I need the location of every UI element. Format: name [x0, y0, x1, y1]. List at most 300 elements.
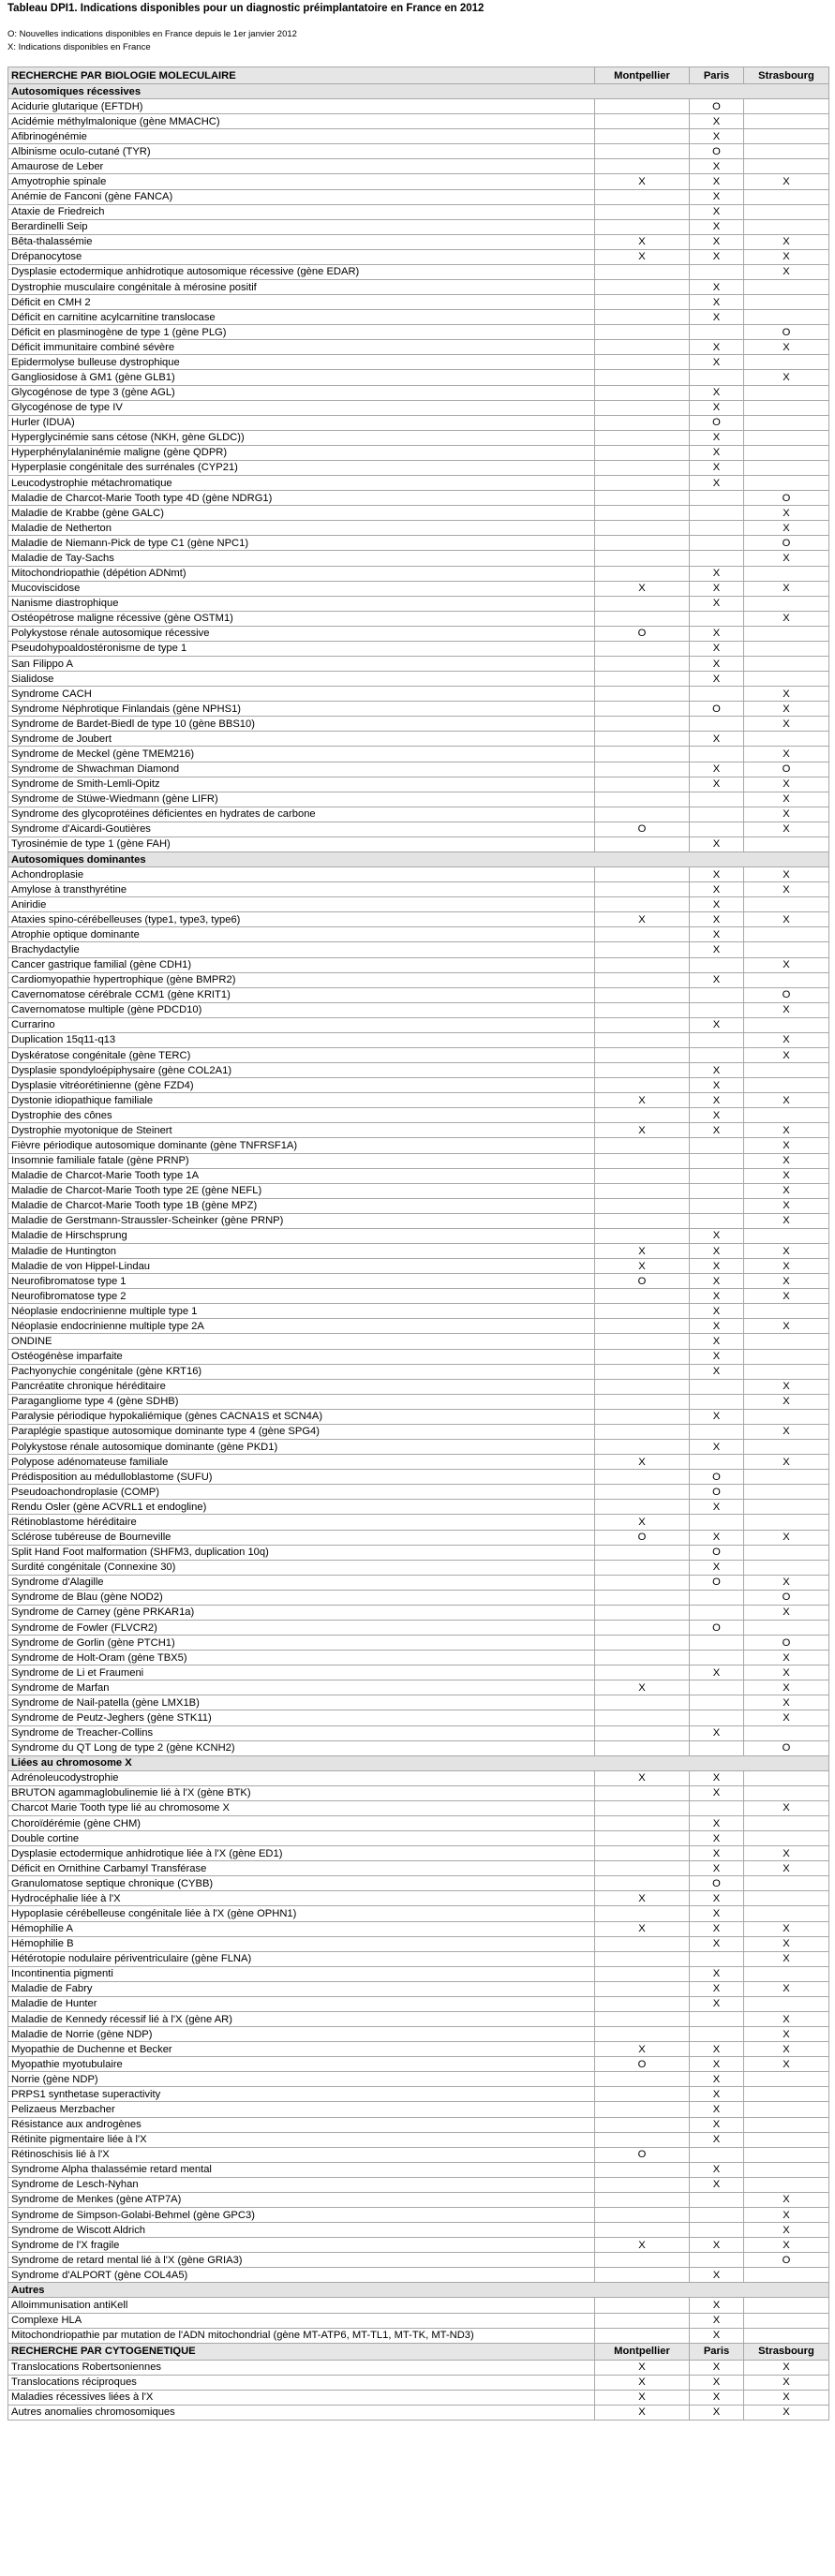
cell-paris: X [690, 159, 744, 174]
cell-montpellier [595, 1424, 690, 1439]
table-row [8, 1440, 829, 1455]
cell-strasbourg: X [744, 1710, 829, 1725]
cell-montpellier [595, 506, 690, 521]
cell-paris [690, 1651, 744, 1666]
cell-montpellier: X [595, 1093, 690, 1108]
table-row [8, 551, 829, 566]
table-row [8, 1002, 829, 1017]
indication-name: Ostéogénèse imparfaite [8, 1349, 595, 1364]
cell-paris [690, 1153, 744, 1168]
cell-montpellier [595, 1966, 690, 1981]
table-row [8, 99, 829, 114]
cell-paris [690, 717, 744, 732]
cell-montpellier [595, 1048, 690, 1063]
cell-montpellier [595, 280, 690, 295]
indication-name: Déficit en Ornithine Carbamyl Transférase [8, 1861, 595, 1876]
table-row [8, 912, 829, 927]
cell-strasbourg: X [744, 2223, 829, 2238]
cell-paris: O [690, 1575, 744, 1590]
section-header-label: RECHERCHE PAR CYTOGENETIQUE [8, 2343, 595, 2360]
cell-strasbourg [744, 972, 829, 987]
cell-montpellier [595, 1590, 690, 1605]
table-row [8, 2102, 829, 2117]
cell-montpellier [595, 1153, 690, 1168]
cell-strasbourg [744, 1876, 829, 1891]
table-row [8, 1876, 829, 1891]
section-header-row [8, 67, 829, 84]
cell-paris: X [690, 1666, 744, 1680]
indication-name: Pseudohypoaldostéronisme de type 1 [8, 641, 595, 656]
cell-montpellier [595, 1379, 690, 1394]
indication-name: Dysplasie ectodermique anhidrotique autosomique récessive (gène EDAR) [8, 264, 595, 279]
cell-montpellier [595, 1695, 690, 1710]
indication-name: Fièvre périodique autosomique dominante (gène TNFRSF1A) [8, 1138, 595, 1153]
cell-paris [690, 536, 744, 551]
cell-paris [690, 1213, 744, 1228]
section-header-label: RECHERCHE PAR BIOLOGIE MOLECULAIRE [8, 67, 595, 84]
indication-name: Ataxies spino-cérébelleuses (type1, type3, type6) [8, 912, 595, 927]
indication-name: Myopathie myotubulaire [8, 2057, 595, 2072]
cell-paris [690, 1379, 744, 1394]
indication-name: Mitochondriopathie par mutation de l'ADN mitochondrial (gène MT-ATP6, MT-TL1, MT-TK, MT-ND3) [8, 2328, 595, 2343]
indication-name: ONDINE [8, 1334, 595, 1349]
cell-montpellier [595, 762, 690, 777]
table-row [8, 1093, 829, 1108]
indication-name: Hémophilie B [8, 1936, 595, 1951]
table-row [8, 2042, 829, 2057]
section-header-row [8, 2343, 829, 2360]
cell-strasbourg [744, 1545, 829, 1560]
cell-paris [690, 747, 744, 762]
table-row [8, 2360, 829, 2375]
table-row [8, 189, 829, 204]
indication-name: Déficit immunitaire combiné sévère [8, 340, 595, 355]
cell-strasbourg: X [744, 2192, 829, 2207]
cell-strasbourg: X [744, 1259, 829, 1274]
cell-montpellier [595, 1198, 690, 1213]
cell-montpellier [595, 460, 690, 475]
cell-strasbourg: O [744, 2253, 829, 2268]
table-row [8, 1560, 829, 1575]
cell-paris: X [690, 1274, 744, 1289]
cell-montpellier [595, 1560, 690, 1575]
indication-name: Syndrome Alpha thalassémie retard mental [8, 2162, 595, 2177]
indication-name: Autres anomalies chromosomiques [8, 2405, 595, 2420]
cell-strasbourg [744, 1485, 829, 1500]
cell-paris: X [690, 2102, 744, 2117]
cell-strasbourg: X [744, 1002, 829, 1017]
cell-montpellier [595, 1364, 690, 1379]
table-row [8, 1274, 829, 1289]
table-row [8, 114, 829, 129]
cell-paris: X [690, 174, 744, 189]
cell-paris: X [690, 2298, 744, 2313]
table-row [8, 355, 829, 370]
cell-strasbourg [744, 445, 829, 460]
cell-montpellier [595, 1800, 690, 1815]
cell-montpellier [595, 656, 690, 671]
indication-name: Hydrocéphalie liée à l'X [8, 1891, 595, 1906]
indication-name: Paralysie périodique hypokaliémique (gènes CACNA1S et SCN4A) [8, 1409, 595, 1424]
cell-montpellier [595, 1785, 690, 1800]
indication-name: Syndrome de Treacher-Collins [8, 1725, 595, 1740]
cell-strasbourg [744, 114, 829, 129]
cell-strasbourg: X [744, 1213, 829, 1228]
table-row [8, 2147, 829, 2162]
cell-strasbourg [744, 1620, 829, 1635]
cell-paris: O [690, 1545, 744, 1560]
cell-montpellier [595, 672, 690, 687]
cell-strasbourg [744, 1078, 829, 1093]
cell-strasbourg: X [744, 611, 829, 626]
cell-strasbourg: O [744, 325, 829, 340]
cell-strasbourg: X [744, 822, 829, 836]
table-row [8, 1605, 829, 1620]
indication-name: Néoplasie endocrinienne multiple type 2A [8, 1319, 595, 1334]
table-row [8, 2132, 829, 2147]
cell-montpellier [595, 2117, 690, 2132]
cell-paris [690, 1168, 744, 1183]
cell-montpellier [595, 2072, 690, 2087]
cell-strasbourg [744, 2328, 829, 2343]
cell-strasbourg: O [744, 536, 829, 551]
indication-name: Neurofibromatose type 2 [8, 1289, 595, 1304]
cell-strasbourg: X [744, 1048, 829, 1063]
table-row [8, 2223, 829, 2238]
cell-strasbourg [744, 656, 829, 671]
table-row [8, 687, 829, 702]
table-row [8, 144, 829, 159]
table-row [8, 536, 829, 551]
indication-name: Maladie de Hunter [8, 1996, 595, 2011]
table-row [8, 1123, 829, 1138]
indication-name: Prédisposition au médulloblastome (SUFU) [8, 1470, 595, 1485]
cell-paris [690, 521, 744, 536]
cell-paris [690, 1183, 744, 1198]
cell-paris [690, 491, 744, 506]
cell-montpellier [595, 1861, 690, 1876]
indication-name: Hyperplasie congénitale des surrénales (CYP21) [8, 460, 595, 475]
cell-montpellier [595, 1725, 690, 1740]
cell-strasbourg [744, 1364, 829, 1379]
table-row [8, 1198, 829, 1213]
table-row [8, 1500, 829, 1515]
cell-montpellier [595, 1666, 690, 1680]
cell-strasbourg: X [744, 867, 829, 882]
cell-paris: X [690, 1966, 744, 1981]
cell-strasbourg [744, 2268, 829, 2283]
cell-paris: X [690, 340, 744, 355]
table-row [8, 1032, 829, 1047]
cell-paris: X [690, 942, 744, 957]
indication-name: Maladies récessives liées à l'X [8, 2390, 595, 2405]
cell-strasbourg [744, 1831, 829, 1846]
indication-name: Ataxie de Friedreich [8, 204, 595, 219]
table-row [8, 867, 829, 882]
indication-name: Dystrophie musculaire congénitale à mérosine positif [8, 280, 595, 295]
table-row [8, 1891, 829, 1906]
cell-strasbourg [744, 1785, 829, 1800]
cell-strasbourg [744, 415, 829, 430]
table-row [8, 1770, 829, 1785]
cell-paris [690, 1710, 744, 1725]
cell-montpellier: X [595, 1259, 690, 1274]
cell-strasbourg: X [744, 234, 829, 249]
cell-strasbourg [744, 1063, 829, 1078]
cell-paris: X [690, 1319, 744, 1334]
cell-strasbourg [744, 219, 829, 234]
cell-montpellier [595, 159, 690, 174]
cell-strasbourg: O [744, 1636, 829, 1651]
cell-montpellier [595, 1349, 690, 1364]
table-row [8, 1906, 829, 1921]
table-row [8, 717, 829, 732]
cell-strasbourg: X [744, 1680, 829, 1695]
cell-montpellier [595, 325, 690, 340]
table-row [8, 1951, 829, 1966]
cell-montpellier [595, 927, 690, 942]
indication-name: Maladie de Fabry [8, 1981, 595, 1996]
table-row [8, 415, 829, 430]
indication-name: Pancréatite chronique héréditaire [8, 1379, 595, 1394]
table-row [8, 1183, 829, 1198]
cell-paris: X [690, 927, 744, 942]
indication-name: Insomnie familiale fatale (gène PRNP) [8, 1153, 595, 1168]
indication-name: Alloimmunisation antiKell [8, 2298, 595, 2313]
table-row [8, 807, 829, 822]
cell-paris: O [690, 702, 744, 717]
column-header-montpellier: Montpellier [595, 67, 690, 84]
table-title [7, 3, 484, 14]
cell-strasbourg: X [744, 2042, 829, 2057]
cell-paris: X [690, 2390, 744, 2405]
indication-name: Syndrome de Marfan [8, 1680, 595, 1695]
cell-montpellier [595, 2162, 690, 2177]
cell-strasbourg [744, 2298, 829, 2313]
indication-name: Myopathie de Duchenne et Becker [8, 2042, 595, 2057]
table-row [8, 1966, 829, 1981]
cell-montpellier [595, 2208, 690, 2223]
cell-montpellier [595, 1334, 690, 1349]
cell-paris [690, 2253, 744, 2268]
cell-montpellier [595, 1815, 690, 1830]
cell-montpellier: X [595, 2405, 690, 2420]
cell-strasbourg: O [744, 762, 829, 777]
cell-strasbourg [744, 1906, 829, 1921]
table-row [8, 2012, 829, 2027]
cell-strasbourg [744, 1815, 829, 1830]
cell-strasbourg: X [744, 1981, 829, 1996]
cell-montpellier [595, 596, 690, 611]
cell-paris: X [690, 1334, 744, 1349]
cell-montpellier [595, 340, 690, 355]
cell-montpellier [595, 385, 690, 400]
indication-name: Leucodystrophie métachromatique [8, 476, 595, 491]
indication-name: Amylose à transthyrétine [8, 882, 595, 897]
cell-strasbourg [744, 2087, 829, 2102]
indication-name: Tyrosinémie de type 1 (gène FAH) [8, 836, 595, 851]
group-header-row [8, 1755, 829, 1770]
indication-name: Sialidose [8, 672, 595, 687]
indication-name: Hypoplasie cérébelleuse congénitale liée à l'X (gène OPHN1) [8, 1906, 595, 1921]
indication-name: Syndrome de Joubert [8, 732, 595, 747]
table-row [8, 370, 829, 385]
table-row [8, 641, 829, 656]
table-row [8, 897, 829, 912]
cell-paris [690, 506, 744, 521]
indication-name: Amyotrophie spinale [8, 174, 595, 189]
indication-name: Syndrome de retard mental lié à l'X (gène GRIA3) [8, 2253, 595, 2268]
table-row [8, 596, 829, 611]
group-header-label: Liées au chromosome X [8, 1755, 829, 1770]
cell-paris: O [690, 99, 744, 114]
table-row [8, 159, 829, 174]
indication-name: Amaurose de Leber [8, 159, 595, 174]
cell-montpellier [595, 400, 690, 415]
cell-strasbourg: X [744, 702, 829, 717]
table-row [8, 1379, 829, 1394]
cell-paris [690, 687, 744, 702]
table-row [8, 430, 829, 445]
indication-name: Syndrome de Gorlin (gène PTCH1) [8, 1636, 595, 1651]
cell-montpellier [595, 897, 690, 912]
indication-name: Déficit en plasminogène de type 1 (gène PLG) [8, 325, 595, 340]
cell-montpellier [595, 1108, 690, 1123]
cell-strasbourg: X [744, 747, 829, 762]
indication-name: Cavernomatose cérébrale CCM1 (gène KRIT1) [8, 987, 595, 1002]
table-row [8, 672, 829, 687]
table-row [8, 656, 829, 671]
indication-name: Hétérotopie nodulaire périventriculaire (gène FLNA) [8, 1951, 595, 1966]
indication-name: Albinisme oculo-cutané (TYR) [8, 144, 595, 159]
table-title-text: Indications disponibles pour un diagnostic préimplantatoire en France en 2012 [77, 3, 485, 14]
cell-strasbourg [744, 927, 829, 942]
cell-strasbourg: O [744, 491, 829, 506]
cell-montpellier: O [595, 1274, 690, 1289]
indication-name: Atrophie optique dominante [8, 927, 595, 942]
table-row [8, 1108, 829, 1123]
cell-strasbourg [744, 1770, 829, 1785]
cell-montpellier: X [595, 1515, 690, 1530]
cell-montpellier [595, 867, 690, 882]
cell-paris [690, 1636, 744, 1651]
cell-montpellier [595, 747, 690, 762]
table-row [8, 129, 829, 144]
cell-strasbourg [744, 2162, 829, 2177]
cell-strasbourg [744, 2072, 829, 2087]
indication-name: Maladie de Krabbe (gène GALC) [8, 506, 595, 521]
indication-name: Rétinite pigmentaire liée à l'X [8, 2132, 595, 2147]
indication-name: Translocations réciproques [8, 2375, 595, 2390]
table-row [8, 972, 829, 987]
table-row [8, 1996, 829, 2011]
indication-name: Polykystose rénale autosomique récessive [8, 626, 595, 641]
cell-strasbourg: X [744, 506, 829, 521]
cell-paris: X [690, 355, 744, 370]
indication-name: Afibrinogénémie [8, 129, 595, 144]
indication-name: Dysplasie ectodermique anhidrotique liée à l'X (gène ED1) [8, 1846, 595, 1861]
cell-strasbourg [744, 476, 829, 491]
table-row [8, 1666, 829, 1680]
indication-name: BRUTON agammaglobulinemie lié à l'X (gène BTK) [8, 1785, 595, 1800]
cell-strasbourg [744, 641, 829, 656]
group-header-row [8, 84, 829, 99]
table-row [8, 1651, 829, 1666]
cell-paris: X [690, 280, 744, 295]
cell-strasbourg [744, 1996, 829, 2011]
indication-name: Maladie de Charcot-Marie Tooth type 2E (gène NEFL) [8, 1183, 595, 1198]
indication-name: Syndrome de Smith-Lemli-Opitz [8, 777, 595, 792]
indication-name: Pseudoachondroplasie (COMP) [8, 1485, 595, 1500]
cell-paris: X [690, 2177, 744, 2192]
indication-name: Syndrome de Meckel (gène TMEM216) [8, 747, 595, 762]
cell-montpellier [595, 2177, 690, 2192]
table-row [8, 2208, 829, 2223]
table-row [8, 927, 829, 942]
cell-paris: O [690, 1876, 744, 1891]
table-row [8, 1815, 829, 1830]
indication-name: Mucoviscidose [8, 581, 595, 596]
cell-montpellier [595, 566, 690, 581]
cell-strasbourg [744, 1560, 829, 1575]
cell-paris: X [690, 867, 744, 882]
table-row [8, 1048, 829, 1063]
cell-paris [690, 1740, 744, 1755]
cell-strasbourg: X [744, 1575, 829, 1590]
indication-name: Gangliosidose à GM1 (gène GLB1) [8, 370, 595, 385]
cell-strasbourg [744, 2177, 829, 2192]
indication-name: Syndrome CACH [8, 687, 595, 702]
cell-strasbourg: X [744, 340, 829, 355]
table-row [8, 264, 829, 279]
table-row [8, 2027, 829, 2042]
cell-montpellier: X [595, 234, 690, 249]
table-row [8, 611, 829, 626]
cell-strasbourg: X [744, 807, 829, 822]
indication-name: Syndrome du QT Long de type 2 (gène KCNH2) [8, 1740, 595, 1755]
indication-name: Split Hand Foot malformation (SHFM3, duplication 10q) [8, 1545, 595, 1560]
indication-name: Cardiomyopathie hypertrophique (gène BMPR2) [8, 972, 595, 987]
indication-name: Maladie de Niemann-Pick de type C1 (gène NPC1) [8, 536, 595, 551]
indication-name: Incontinentia pigmenti [8, 1966, 595, 1981]
cell-paris: X [690, 2313, 744, 2328]
cell-strasbourg [744, 897, 829, 912]
cell-strasbourg [744, 672, 829, 687]
table-row [8, 445, 829, 460]
table-row [8, 1846, 829, 1861]
cell-paris [690, 1138, 744, 1153]
table-row [8, 1740, 829, 1755]
cell-paris: X [690, 1921, 744, 1936]
cell-paris: X [690, 400, 744, 415]
indication-name: Syndrome Néphrotique Finlandais (gène NPHS1) [8, 702, 595, 717]
table-row [8, 1470, 829, 1485]
cell-strasbourg [744, 1304, 829, 1319]
cell-paris: X [690, 836, 744, 851]
table-row [8, 400, 829, 415]
cell-strasbourg [744, 942, 829, 957]
indication-name: Dystonie idiopathique familiale [8, 1093, 595, 1108]
cell-strasbourg: X [744, 2390, 829, 2405]
table-row [8, 1695, 829, 1710]
cell-montpellier [595, 2328, 690, 2343]
table-row [8, 1364, 829, 1379]
table-row [8, 987, 829, 1002]
table-row [8, 1349, 829, 1364]
table-row [8, 747, 829, 762]
cell-montpellier [595, 2313, 690, 2328]
indication-name: Paraplégie spastique autosomique dominante type 4 (gène SPG4) [8, 1424, 595, 1439]
